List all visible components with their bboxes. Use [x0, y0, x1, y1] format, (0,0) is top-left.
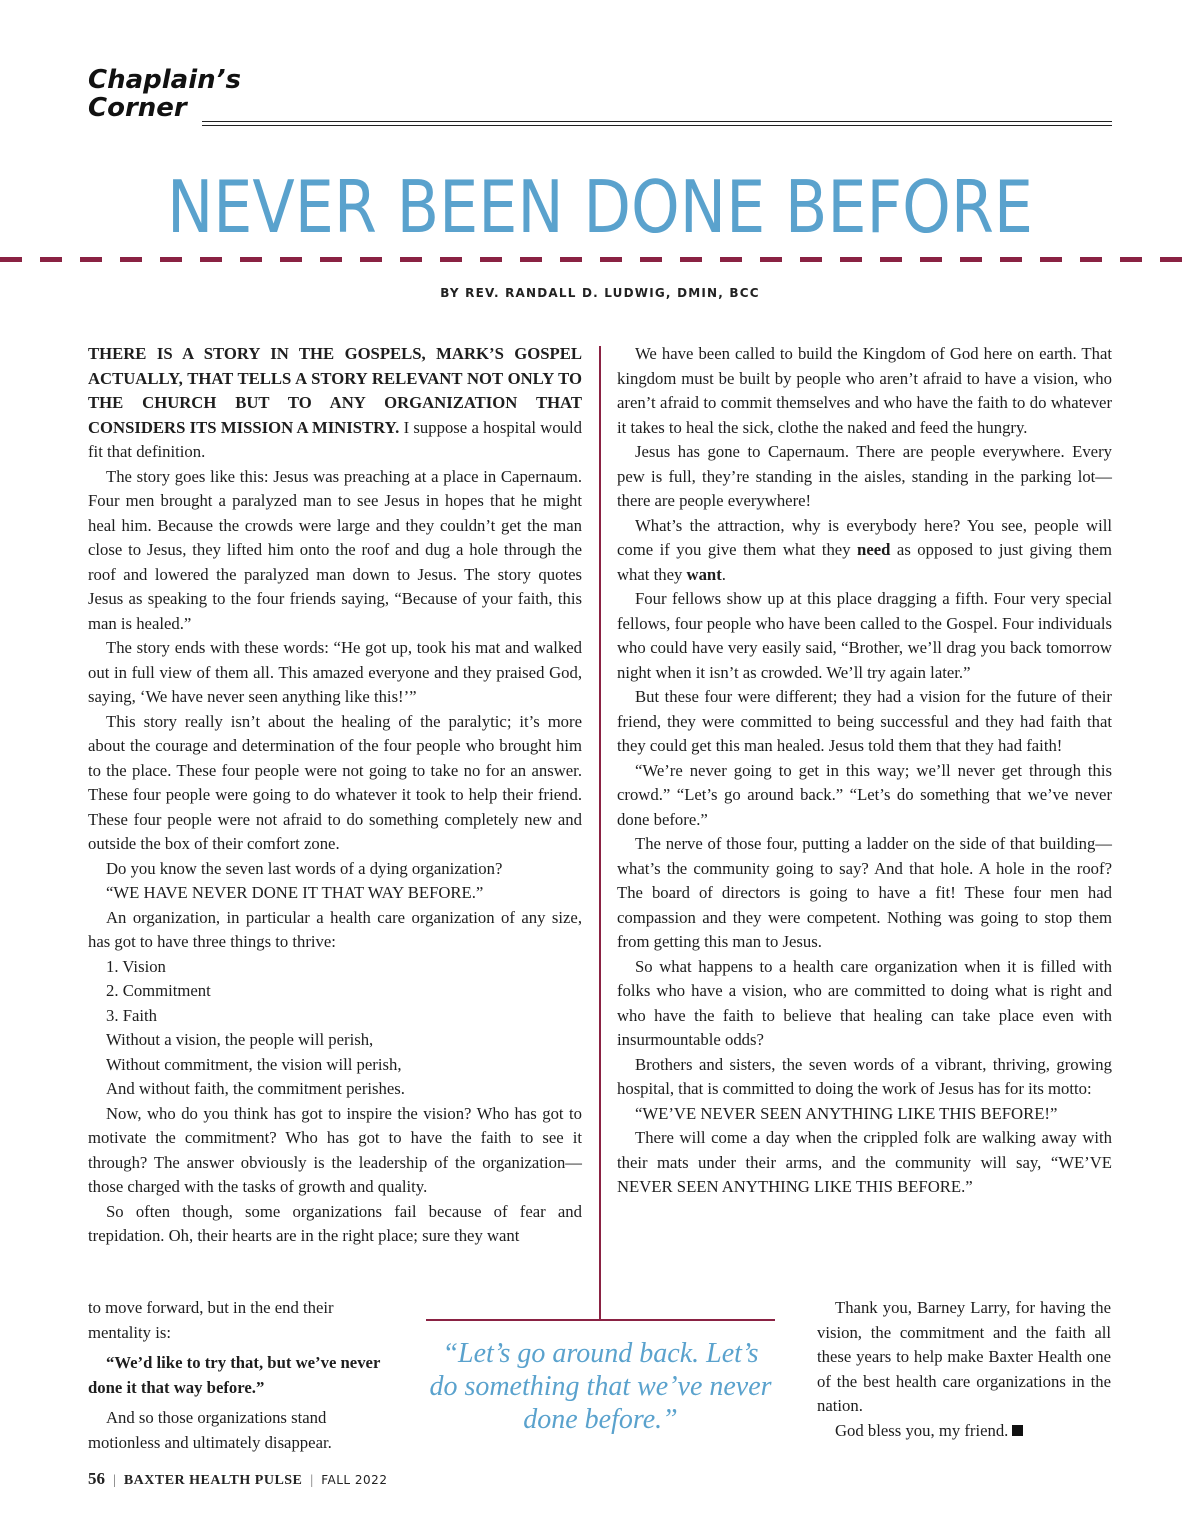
emphasis-need: need [857, 540, 891, 559]
footer-separator: | [113, 1473, 116, 1488]
paragraph: Do you know the seven last words of a dying organization? [106, 858, 503, 878]
text-run: . [721, 564, 726, 584]
paragraph: But these four were different; they had a vision for the future of their friend, they were committed to being successful and they had faith that they could get this man healed. Jesus told them that they had faith! [617, 687, 1112, 755]
pull-quote-rule [426, 1319, 775, 1321]
page-footer [88, 1469, 387, 1489]
list-item: 1. Vision [106, 956, 166, 976]
verse-line: And without faith, the commitment perishes. [106, 1079, 405, 1098]
left-column-tail [88, 1296, 382, 1455]
end-mark-icon [1012, 1425, 1023, 1436]
closing-text: God bless you, my friend. [835, 1420, 1009, 1440]
lead-rest: I suppose a hospital would fit that definition. [88, 417, 582, 461]
dashed-divider [0, 257, 1200, 262]
text-run: as opposed to just giving them what they [617, 540, 1112, 584]
footer-separator: | [310, 1473, 314, 1488]
paragraph [617, 514, 1112, 588]
paragraph: Now, who do you think has got to inspire the vision? Who has got to motivate the commitment? Who has got to have the faith to see it through? The answer obviously is the leadership of the organization—those charged with the tasks of growth and quality. [88, 1103, 582, 1196]
paragraph: We have been called to build the Kingdom of God here on earth. That kingdom must be built by people who aren’t afraid to have a vision, who aren’t afraid to commit themselves and who have the faith to do whatever it takes to heal the sick, clothe the naked and feed the hungry. [617, 344, 1112, 437]
paragraph: Thank you, Barney Larry, for having the vision, the commitment and the faith all these years to help make Baxter Health one of the best health care organizations in the nation. [817, 1298, 1111, 1415]
section-title-line1: Chaplain’s [88, 65, 241, 95]
list-item: 3. Faith [106, 1005, 157, 1025]
paragraph: The story ends with these words: “He got up, took his mat and walked out in full view of them all. This amazed everyone and they praised God, saying, ‘We have never seen anything like this!’” [88, 638, 582, 706]
verse-line: Without commitment, the vision will perish, [106, 1054, 402, 1074]
right-column-tail [817, 1296, 1111, 1443]
lead-paragraph [88, 342, 582, 465]
byline: BY REV. RANDALL D. LUDWIG, DMIN, BCC [440, 286, 760, 300]
paragraph: Four fellows show up at this place dragging a fifth. Four very special fellows, four people who have been called to the Gospel. Four individuals who could have very easily said, “Brother, we’ll drag you back tomorrow night when it isn’t as crowded. We’ll try again later.” [617, 589, 1112, 682]
paragraph: An organization, in particular a health care organization of any size, has got to have three things to thrive: [88, 907, 582, 951]
bold-quote [88, 1351, 382, 1400]
section-title-line2: Corner [88, 93, 187, 123]
right-column [617, 342, 1112, 1200]
closing-line [817, 1419, 1111, 1444]
lead-bold: THERE IS A STORY IN THE GOSPELS, MARK’S GOSPEL ACTUALLY, THAT TELLS A STORY RELEVANT NOT ONLY TO THE CHURCH BUT TO ANY ORGANIZATION THAT CONSIDERS ITS MISSION A MINISTRY. [88, 344, 582, 437]
paragraph: The nerve of those four, putting a ladder on the side of that building—what’s the community going to say? And that hole. A hole in the roof? The board of directors is going to have a fit! These four men had compassion and they were competent. Nothing was going to stop them from getting this man to Jesus. [617, 834, 1112, 951]
paragraph: Brothers and sisters, the seven words of a vibrant, thriving, growing hospital, that is committed to doing the work of Jesus has for its motto: [617, 1054, 1112, 1098]
emphasis-want: want [686, 564, 722, 584]
header-double-rule [202, 121, 1112, 126]
article-headline: NEVER BEEN DONE BEFORE [166, 165, 1033, 249]
paragraph: “We’re never going to get in this way; we’ll never get through this crowd.” “Let’s go around back.” “Let’s do something that we’ve never done before.” [617, 760, 1112, 829]
publication-name: BAXTER HEALTH PULSE [123, 1473, 303, 1488]
page-number: 56 [88, 1469, 105, 1488]
issue-label: FALL 2022 [321, 1473, 388, 1487]
left-column [88, 342, 582, 1249]
column-divider [599, 346, 601, 1320]
section-title [88, 66, 241, 122]
paragraph: So often though, some organizations fail because of fear and trepidation. Oh, their hearts are in the right place; sure they want [88, 1201, 582, 1245]
text-run: What’s the attraction, why is everybody here? You see, people will come if you give them what they [617, 515, 1112, 559]
bold-quote-text: “We’d like to try that, but we’ve never done it that way before.” [88, 1353, 381, 1397]
list-item: 2. Commitment [106, 981, 211, 1000]
paragraph: “WE HAVE NEVER DONE IT THAT WAY BEFORE.” [106, 883, 484, 902]
paragraph: And so those organizations stand motionless and ultimately disappear. [88, 1408, 332, 1452]
paragraph: The story goes like this: Jesus was preaching at a place in Capernaum. Four men brought a paralyzed man to see Jesus in hopes that he might heal him. Because the crowds were large and they couldn’t get the man close to Jesus, they lifted him onto the roof and dug a hole through the roof and lowered the paralyzed man down to Jesus. The story quotes Jesus as speaking to the four friends saying, “Because of your faith, this man is healed.” [88, 466, 582, 633]
paragraph: There will come a day when the crippled folk are walking away with their mats under their arms, and the community will say, “WE’VE NEVER SEEN ANYTHING LIKE THIS BEFORE.” [617, 1128, 1112, 1196]
paragraph: to move forward, but in the end their mentality is: [88, 1298, 334, 1342]
pull-quote: “Let’s go around back. Let’s do something that we’ve never done before.” [429, 1338, 772, 1435]
paragraph: “WE’VE NEVER SEEN ANYTHING LIKE THIS BEFORE!” [635, 1103, 1058, 1123]
paragraph: So what happens to a health care organization when it is filled with folks who have a vision, who are committed to doing what is right and who have the faith to believe that healing can take place even with insurmountable odds? [617, 956, 1112, 1049]
verse-line: Without a vision, the people will perish, [106, 1030, 374, 1049]
paragraph: This story really isn’t about the healing of the paralytic; it’s more about the courage and determination of the four people who brought him to the place. These four people were not going to take no for an answer. These four people were going to do whatever it took to help their friend. These four people were not afraid to do something completely new and outside the box of their comfort zone. [88, 711, 582, 853]
paragraph: Jesus has gone to Capernaum. There are people everywhere. Every pew is full, they’re standing in the aisles, standing in the parking lot—there are people everywhere! [617, 442, 1112, 510]
